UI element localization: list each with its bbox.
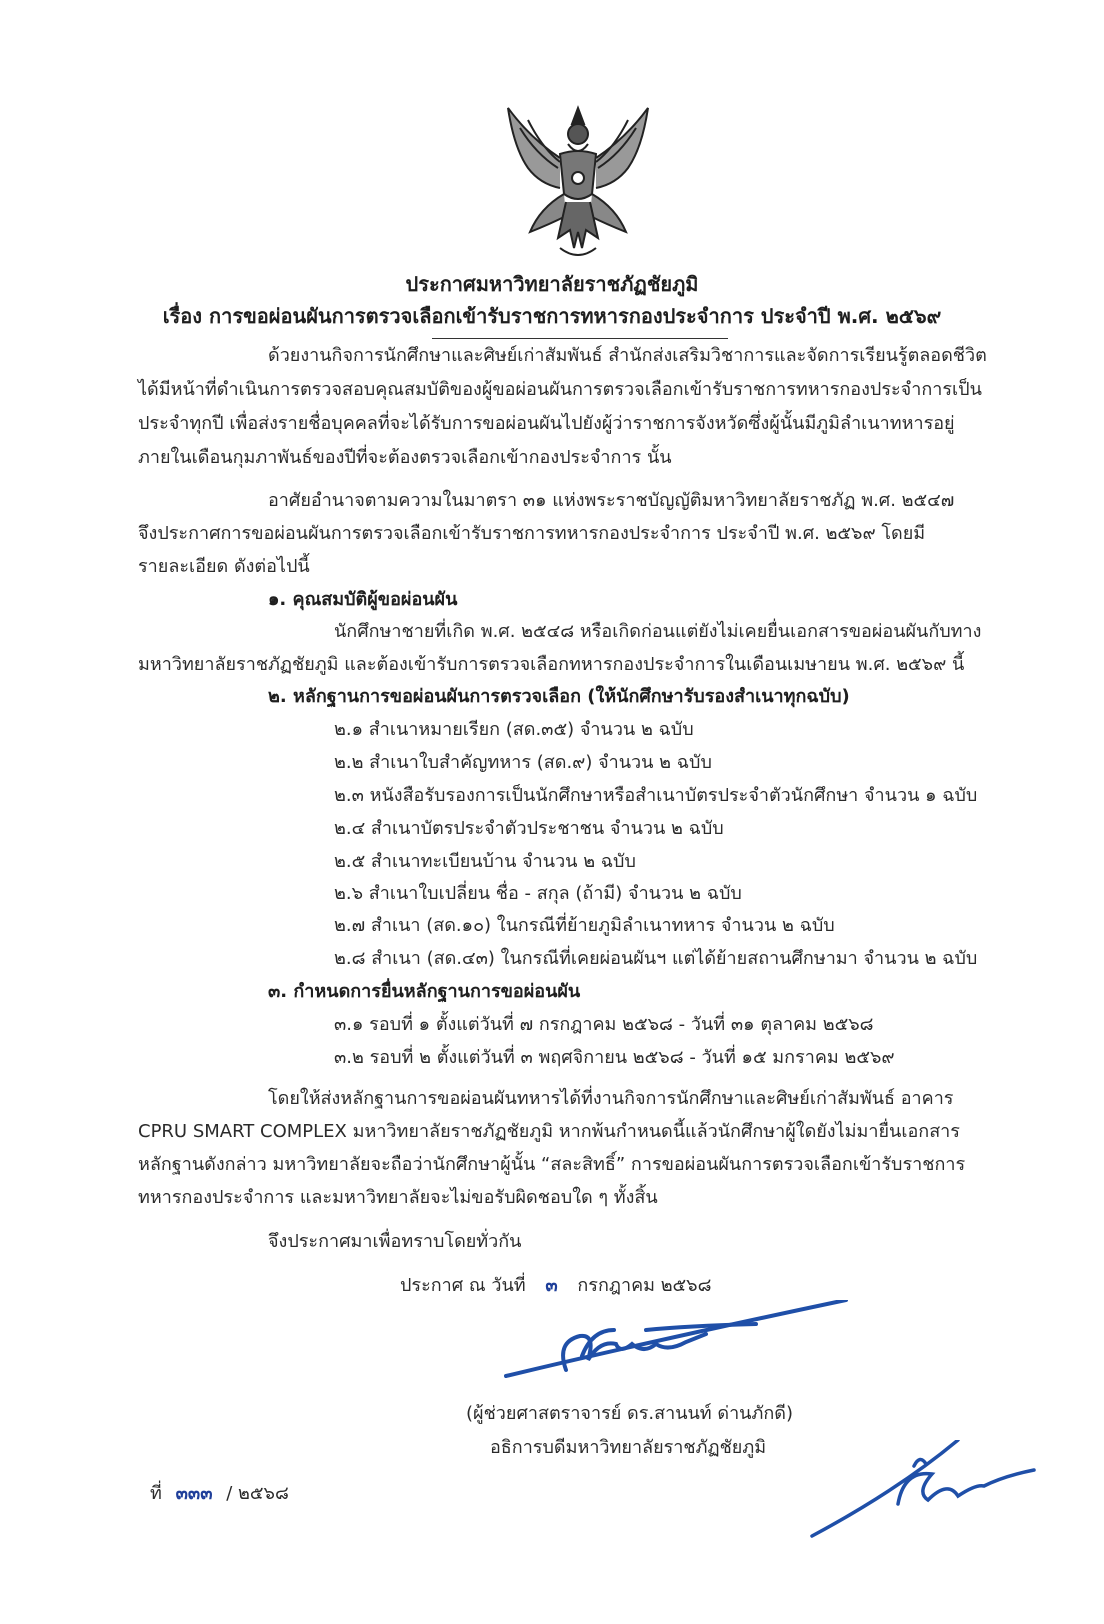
section2-item-3: ๒.๓ หนังสือรับรองการเป็นนักศึกษาหรือสำเนาบัตรประจำตัวนักศึกษา จำนวน ๑ ฉบับ	[334, 785, 978, 806]
section2-item-4: ๒.๔ สำเนาบัตรประจำตัวประชาชน จำนวน ๒ ฉบับ	[334, 818, 724, 839]
announcement-subject: เรื่อง การขอผ่อนผันการตรวจเลือกเข้ารับราชการทหารกองประจำการ ประจำปี พ.ศ. ๒๕๖๙	[162, 304, 942, 328]
para3-line-2: CPRU SMART COMPLEX มหาวิทยาลัยราชภัฏชัยภูมิ หากพ้นกำหนดนี้แล้วนักศึกษาผู้ใดยังไม่มายื่นเอกสาร	[138, 1121, 960, 1142]
announcement-title: ประกาศมหาวิทยาลัยราชภัฏชัยภูมิ	[405, 272, 699, 296]
para1-line-2: ได้มีหน้าที่ดำเนินการตรวจสอบคุณสมบัติของผู้ขอผ่อนผันการตรวจเลือกเข้ารับราชการทหารกองประจำการเป็น	[138, 379, 982, 400]
para3-line-4: ทหารกองประจำการ และมหาวิทยาลัยจะไม่ขอรับผิดชอบใด ๆ ทั้งสิ้น	[138, 1187, 658, 1208]
section2-item-5: ๒.๕ สำเนาทะเบียนบ้าน จำนวน ๒ ฉบับ	[334, 851, 636, 872]
announce-date-prefix: ประกาศ ณ วันที่	[400, 1275, 526, 1296]
garuda-emblem-icon	[500, 98, 656, 266]
announce-date-suffix: กรกฎาคม ๒๕๖๘	[577, 1275, 712, 1296]
reference-year: / ๒๕๖๘	[226, 1483, 289, 1504]
section3-heading: ๓. กำหนดการยื่นหลักฐานการขอผ่อนผัน	[268, 981, 581, 1002]
section1-heading: ๑. คุณสมบัติผู้ขอผ่อนผัน	[268, 589, 458, 610]
announce-date-day: ๓	[545, 1275, 558, 1296]
announce-date	[400, 1270, 712, 1299]
reference-value: ๓๓๓	[175, 1483, 213, 1504]
section3-item-1: ๓.๑ รอบที่ ๑ ตั้งแต่วันที่ ๗ กรกฎาคม ๒๕๖๘ - วันที่ ๓๑ ตุลาคม ๒๕๖๘	[334, 1014, 874, 1035]
para2-line-2: จึงประกาศการขอผ่อนผันการตรวจเลือกเข้ารับราชการทหารกองประจำการ ประจำปี พ.ศ. ๒๕๖๙ โดยมี	[138, 523, 926, 544]
reference-number	[150, 1478, 289, 1507]
initial-signature	[808, 1440, 1048, 1540]
signer-title: อธิการบดีมหาวิทยาลัยราชภัฏชัยภูมิ	[490, 1437, 767, 1458]
para1-line-3: ประจำทุกปี เพื่อส่งรายชื่อบุคคลที่จะได้รับการขอผ่อนผันไปยังผู้ว่าราชการจังหวัดซึ่งผู้นั้นมีภูมิลำเนาทหารอยู่	[138, 413, 955, 434]
para3-line-1: โดยให้ส่งหลักฐานการขอผ่อนผันทหารได้ที่งานกิจการนักศึกษาและศิษย์เก่าสัมพันธ์ อาคาร	[268, 1088, 954, 1109]
section1-line-2: มหาวิทยาลัยราชภัฏชัยภูมิ และต้องเข้ารับการตรวจเลือกทหารกองประจำการในเดือนเมษายน พ.ศ. ๒๕๖๙ นี้	[138, 654, 965, 675]
section2-item-2: ๒.๒ สำเนาใบสำคัญทหาร (สด.๙) จำนวน ๒ ฉบับ	[334, 752, 712, 773]
para2-line-3: รายละเอียด ดังต่อไปนี้	[138, 556, 310, 577]
section1-line-1: นักศึกษาชายที่เกิด พ.ศ. ๒๕๔๘ หรือเกิดก่อนแต่ยังไม่เคยยื่นเอกสารขอผ่อนผันกับทาง	[334, 621, 982, 642]
section2-item-1: ๒.๑ สำเนาหมายเรียก (สด.๓๕) จำนวน ๒ ฉบับ	[334, 719, 694, 740]
closing-statement: จึงประกาศมาเพื่อทราบโดยทั่วกัน	[268, 1231, 522, 1252]
signer-name: (ผู้ช่วยศาสตราจารย์ ดร.สานนท์ ด่านภักดี)	[466, 1403, 793, 1424]
section2-item-6: ๒.๖ สำเนาใบเปลี่ยน ชื่อ - สกุล (ถ้ามี) จำนวน ๒ ฉบับ	[334, 883, 742, 904]
president-signature	[496, 1300, 856, 1390]
para3-line-3: หลักฐานดังกล่าว มหาวิทยาลัยจะถือว่านักศึกษาผู้นั้น “สละสิทธิ์” การขอผ่อนผันการตรวจเลือกเข้ารับราชการ	[138, 1154, 966, 1175]
reference-prefix: ที่	[150, 1483, 162, 1504]
section2-heading: ๒. หลักฐานการขอผ่อนผันการตรวจเลือก (ให้นักศึกษารับรองสำเนาทุกฉบับ)	[268, 686, 850, 707]
section3-item-2: ๓.๒ รอบที่ ๒ ตั้งแต่วันที่ ๓ พฤศจิกายน ๒๕๖๘ - วันที่ ๑๕ มกราคม ๒๕๖๙	[334, 1047, 895, 1068]
section2-item-7: ๒.๗ สำเนา (สด.๑๐) ในกรณีที่ย้ายภูมิลำเนาทหาร จำนวน ๒ ฉบับ	[334, 915, 835, 936]
section2-item-8: ๒.๘ สำเนา (สด.๔๓) ในกรณีที่เคยผ่อนผันฯ แต่ได้ย้ายสถานศึกษามา จำนวน ๒ ฉบับ	[334, 948, 978, 969]
para1-line-1: ด้วยงานกิจการนักศึกษาและศิษย์เก่าสัมพันธ์ สำนักส่งเสริมวิชาการและจัดการเรียนรู้ตลอดชีวิต	[268, 345, 987, 366]
para2-line-1: อาศัยอำนาจตามความในมาตรา ๓๑ แห่งพระราชบัญญัติมหาวิทยาลัยราชภัฏ พ.ศ. ๒๕๔๗	[268, 490, 955, 511]
title-divider	[432, 338, 728, 339]
para1-line-4: ภายในเดือนกุมภาพันธ์ของปีที่จะต้องตรวจเลือกเข้ากองประจำการ นั้น	[138, 447, 672, 468]
